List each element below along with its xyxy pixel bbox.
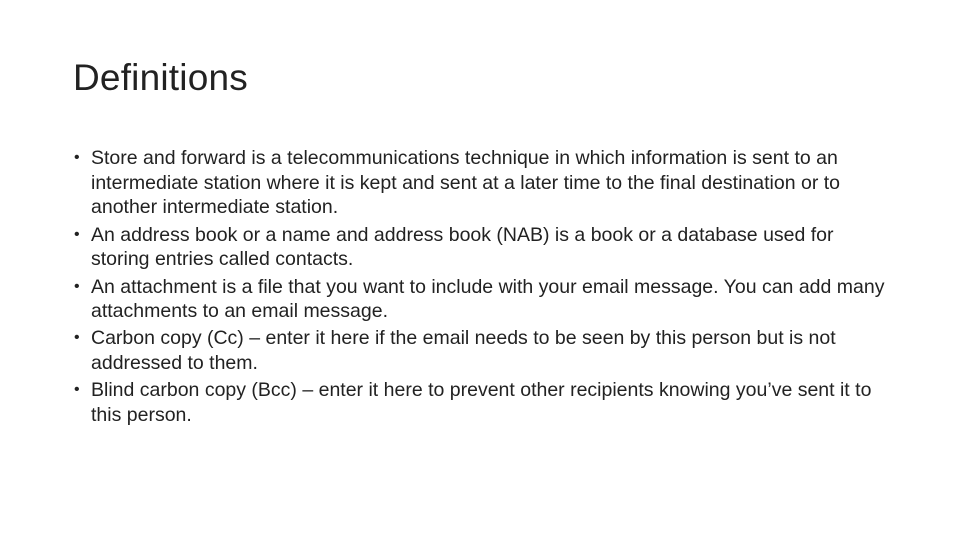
bullet-item (74, 378, 894, 427)
bullet-item (74, 326, 894, 375)
bullet-item (74, 146, 894, 220)
bullet-text: Carbon copy (Cc) – enter it here if the email needs to be seen by this person but is not addressed to them. (91, 327, 836, 375)
bullet-item (74, 223, 894, 272)
bullet-text: An address book or a name and address book (NAB) is a book or a database used for storing entries called contacts. (91, 223, 834, 271)
bullet-text: An attachment is a file that you want to include with your email message. You can add many attachments to an email message. (91, 275, 885, 323)
bullet-text: Store and forward is a telecommunications technique in which information is sent to an intermediate station where it is kept and sent at a later time to the final destination or to another intermediate station. (91, 147, 840, 219)
bullet-text: Blind carbon copy (Bcc) – enter it here to prevent other recipients knowing you’ve sent it to this person. (91, 379, 872, 427)
slide-title: Definitions (73, 57, 248, 98)
bullet-item (74, 275, 894, 324)
bullet-marker: • (74, 329, 80, 347)
bullet-marker: • (74, 277, 80, 295)
bullet-list (74, 146, 894, 430)
bullet-marker: • (74, 381, 80, 399)
bullet-marker: • (74, 149, 80, 166)
bullet-marker: • (74, 225, 80, 243)
